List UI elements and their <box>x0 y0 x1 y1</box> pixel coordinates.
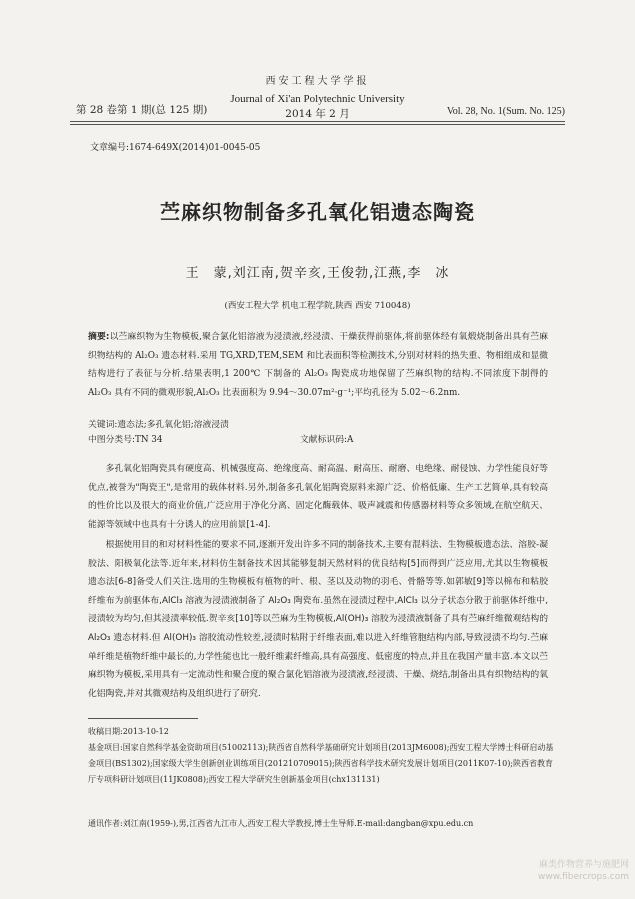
date-cn: 2014 年 2 月 <box>285 108 350 120</box>
watermark-line-1: 麻类作物营养与施肥网 <box>538 860 629 870</box>
affiliation: (西安工程大学 机电工程学院,陕西 西安 710048) <box>224 301 411 311</box>
header-rule-2 <box>70 124 565 125</box>
body-paragraph-1: 多孔氧化铝陶瓷具有硬度高、机械强度高、绝缘度高、耐高温、耐高压、耐磨、电绝缘、耐侵蚀、力学性能良好等优点,被誉为"陶瓷王",是常用的载体材料.另外,制备多孔氧化铝陶瓷原料来源广泛、价格低廉、生产工艺简单,具有较高的性价比以及很大的商业价值,广泛应用于净化分离、固定化酶载体、吸声减震和传感器材料等众多领域,在航空航天、能源等领域中也具有十分诱人的应用前景[1-4]. <box>88 464 548 530</box>
abstract-text: 以苎麻织物为生物模板,聚合氯化铝溶液为浸渍液,经浸渍、干燥获得前驱体,将前驱体经有氧煅烧制备出具有苎麻织物结构的 Al₂O₃ 遗态材料.采用 TG,XRD,TEM,SEM 和比表面积等检测技术,分别对材料的热失重、物相组成和显微结构进行了表征与分析.结果表明,1 200℃ 下制备的 Al₂O₃ 陶瓷成功地保留了苎麻织物的结构.不同浓度下制得的 Al₂O₃ 具有不同的微观形貌,Al₂O₃ 比表面积为 9.94～30.07m²·g⁻¹;平均孔径为 5.02～6.2nm. <box>88 332 548 398</box>
header-rule <box>70 121 565 122</box>
journal-title-cn: 西安工程大学学报 <box>265 76 370 87</box>
paper-title: 苎麻织物制备多孔氧化铝遗态陶瓷 <box>160 200 475 224</box>
watermark-line-2: www.fibercrops.com <box>538 872 629 882</box>
abstract <box>88 328 548 402</box>
footnote-received: 收稿日期:2013-10-12 <box>88 727 169 736</box>
journal-title-en: Journal of Xi'an Polytechnic University <box>230 93 405 105</box>
article-number: 文章编号:1674-649X(2014)01-0045-05 <box>90 143 261 153</box>
footnote-rule <box>88 718 198 719</box>
issue-cn: 第 28 卷第 1 期(总 125 期) <box>76 104 208 116</box>
class-number: 中图分类号:TN 34 <box>88 435 163 445</box>
footnote-correspondent: 通讯作者:刘江南(1959-),男,江西省九江市人,西安工程大学教授,博士生导师.E-mail:dangban@xpu.edu.cn <box>88 819 474 828</box>
body-paragraph-2: 根据使用目的和对材料性能的要求不同,逐渐开发出许多不同的制备技术,主要有混料法、生物模板遗态法、溶胶-凝胶法、阳极氧化法等.近年来,材料仿生制备技术因其能够复制天然材料的优良结构[5]而得到广泛应用,尤其以生物模板遗态法[6-8]备受人们关注.选用的生物模板有植物的叶、根、茎以及动物的羽毛、骨骼等等.如郭敏[9]等以棉布和粘胶纤维布为前驱体布,AlCl₃ 溶液为浸渍液制备了 Al₂O₃ 陶瓷布.虽然在浸渍过程中,AlCl₃ 以分子状态分散于前驱体纤维中,浸渍较为均匀,但其浸渍率较低.贺辛亥[10]等以苎麻为生物模板,Al(OH)₃ 溶胶为浸渍液制备了具有苎麻纤维微观结构的 Al₂O₃ 遗态材料.但 Al(OH)₃ 溶胶流动性较差,浸渍时粘附于纤维表面,难以进入纤维管胞结构内部,导致浸渍不均匀.苎麻单纤维是植物纤维中最长的,力学性能也比一般纤维素纤维高,具有高强度、低密度的特点,并且在我国产量丰富.本文以苎麻织物为模板,采用具有一定流动性和聚合度的聚合氯化铝溶液为浸渍液,经浸渍、干燥、烧结,制备出具有织物结构的氧化铝陶瓷,并对其微观结构及组织进行了研究. <box>88 540 548 699</box>
footnote-fund: 基金项目:国家自然科学基金资助项目(51002113);陕西省自然科学基础研究计划项目(2013JM6008);西安工程大学博士科研启动基金项目(BS1302);国家级大学生创新创业训练项目(201210709015);陕西省科学技术研究发展计划项目(2011K07-10);陕西省教育厅专项科研计划项目(11JK0808);西安工程大学研究生创新基金项目(chx131131) <box>88 743 554 784</box>
document-code: 文献标识码:A <box>300 435 354 445</box>
keywords: 关键词:遗态法;多孔氧化铝;溶液浸渍 <box>88 420 229 430</box>
watermark <box>538 859 629 883</box>
abstract-label: 摘要: <box>88 332 110 342</box>
authors: 王 蒙,刘江南,贺辛亥,王俊勃,江燕,李 冰 <box>185 266 450 281</box>
issue-en: Vol. 28, No. 1(Sum. No. 125) <box>446 106 565 117</box>
